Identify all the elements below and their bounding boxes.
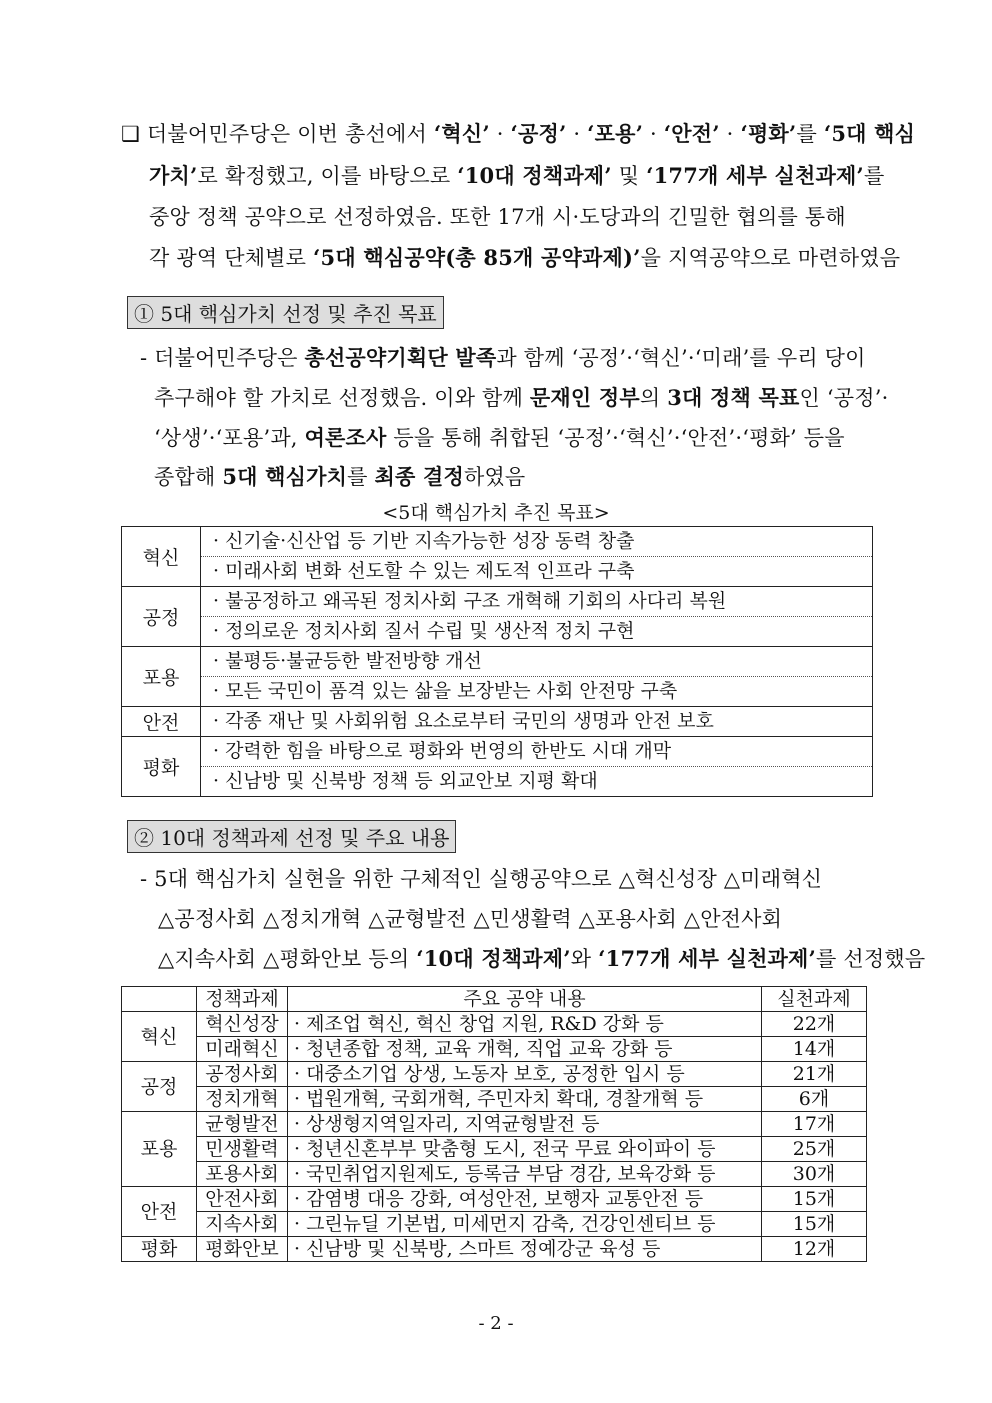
task-content: · 법원개혁, 국회개혁, 주민자치 확대, 경찰개혁 등: [288, 1087, 762, 1112]
task-name: 정치개혁: [197, 1087, 288, 1112]
policy-tasks-table: [121, 986, 867, 1262]
group-category: 혁신: [122, 1012, 197, 1062]
section2-para-line-1: - 5대 핵심가치 실현을 위한 구체적인 실행공약으로 △혁신성장 △미래혁신: [140, 867, 823, 891]
checkbox-bullet-icon: ❑: [121, 122, 141, 146]
section1-para-line-1: - 더불어민주당은 총선공약기획단 발족과 함께 ‘공정’·‘혁신’·‘미래’를 우리 당이: [140, 345, 866, 370]
value-item: · 신기술·신산업 등 기반 지속가능한 성장 동력 창출: [213, 530, 635, 552]
value-item: · 불평등·불균등한 발전방향 개선: [213, 650, 482, 672]
table-row: [122, 1112, 867, 1137]
intro-line-3: 중앙 정책 공약으로 선정하였음. 또한 17개 시·도당과의 긴밀한 협의를 통해: [149, 205, 846, 229]
table-row: [122, 1162, 867, 1187]
task-content: · 청년종합 정책, 교육 개혁, 직업 교육 강화 등: [288, 1037, 762, 1062]
table-row: [122, 587, 873, 647]
task-content: · 국민취업지원제도, 등록금 부담 경감, 보육강화 등: [288, 1162, 762, 1187]
table-row: [122, 707, 873, 737]
intro-line-4: 각 광역 단체별로 ‘5대 핵심공약(총 85개 공약과제)’을 지역공약으로 마련하였음: [149, 245, 901, 270]
task-content: · 제조업 혁신, 혁신 창업 지원, R&D 강화 등: [288, 1012, 762, 1037]
table-row: [122, 1087, 867, 1112]
task-count: 6개: [762, 1087, 867, 1112]
group-category: 포용: [122, 1112, 197, 1187]
task-name: 혁신성장: [197, 1012, 288, 1037]
group-category: 평화: [122, 1237, 197, 1262]
value-category: 포용: [122, 647, 201, 707]
task-content: · 상생형지역일자리, 지역균형발전 등: [288, 1112, 762, 1137]
value-item: · 정의로운 정치사회 질서 수립 및 생산적 정치 구현: [201, 616, 872, 646]
value-item: · 강력한 힘을 바탕으로 평화와 번영의 한반도 시대 개막: [213, 740, 672, 762]
core-values-table: [121, 526, 873, 797]
task-count: 30개: [762, 1162, 867, 1187]
header-content: 주요 공약 내용: [288, 987, 762, 1012]
task-name: 지속사회: [197, 1212, 288, 1237]
task-content: · 대중소기업 상생, 노동자 보호, 공정한 입시 등: [288, 1062, 762, 1087]
task-content: · 청년신혼부부 맞춤형 도시, 전국 무료 와이파이 등: [288, 1137, 762, 1162]
task-count: 12개: [762, 1237, 867, 1262]
table-header-row: [122, 987, 867, 1012]
value-item: · 미래사회 변화 선도할 수 있는 제도적 인프라 구축: [201, 556, 872, 586]
task-content: · 그린뉴딜 기본법, 미세먼지 감축, 건강인센티브 등: [288, 1212, 762, 1237]
task-count: 15개: [762, 1187, 867, 1212]
table-row: [122, 647, 873, 707]
value-category: 안전: [122, 707, 201, 737]
value-item: · 불공정하고 왜곡된 정치사회 구조 개혁해 기회의 사다리 복원: [213, 590, 727, 612]
table-row: [122, 1137, 867, 1162]
section-2-title: ② 10대 정책과제 선정 및 주요 내용: [127, 820, 456, 853]
section-1-title: ① 5대 핵심가치 선정 및 추진 목표: [127, 296, 444, 329]
table-row: [122, 1062, 867, 1087]
table-row: [122, 737, 873, 797]
group-category: 안전: [122, 1187, 197, 1237]
value-category: 평화: [122, 737, 201, 797]
header-task: 정책과제: [197, 987, 288, 1012]
section1-para-line-2: 추구해야 할 가치로 선정했음. 이와 함께 문재인 정부의 3대 정책 목표인 ‘공정’·: [154, 385, 889, 410]
section2-para-line-3: △지속사회 △평화안보 등의 ‘10대 정책과제’와 ‘177개 세부 실천과제’를 선정했음: [158, 946, 926, 971]
intro-line-2: 가치’로 확정했고, 이를 바탕으로 ‘10대 정책과제’ 및 ‘177개 세부 실천과제’를: [149, 163, 885, 188]
value-item: · 모든 국민이 품격 있는 삶을 보장받는 사회 안전망 구축: [201, 676, 872, 706]
task-count: 15개: [762, 1212, 867, 1237]
table1-caption: <5대 핵심가치 추진 목표>: [382, 502, 610, 524]
section1-para-line-3: ‘상생’·‘포용’과, 여론조사 등을 통해 취합된 ‘공정’·‘혁신’·‘안전’·‘평화’ 등을: [154, 425, 845, 450]
task-count: 25개: [762, 1137, 867, 1162]
task-content: · 감염병 대응 강화, 여성안전, 보행자 교통안전 등: [288, 1187, 762, 1212]
task-name: 공정사회: [197, 1062, 288, 1087]
task-name: 안전사회: [197, 1187, 288, 1212]
header-count: 실천과제: [762, 987, 867, 1012]
group-category: 공정: [122, 1062, 197, 1112]
page-number: - 2 -: [478, 1313, 514, 1334]
intro-line-1: ❑ 더불어민주당은 이번 총선에서 ‘혁신’ · ‘공정’ · ‘포용’ · ‘안전’ · ‘평화’를 ‘5대 핵심: [121, 121, 916, 146]
table-row: [122, 1212, 867, 1237]
task-name: 민생활력: [197, 1137, 288, 1162]
value-item: · 신남방 및 신북방 정책 등 외교안보 지평 확대: [201, 766, 872, 796]
task-name: 균형발전: [197, 1112, 288, 1137]
task-count: 21개: [762, 1062, 867, 1087]
value-item: · 각종 재난 및 사회위험 요소로부터 국민의 생명과 안전 보호: [213, 710, 714, 732]
table-row: [122, 1187, 867, 1212]
section1-para-line-4: 종합해 5대 핵심가치를 최종 결정하였음: [154, 464, 526, 489]
table-row: [122, 1012, 867, 1037]
value-category: 혁신: [122, 527, 201, 587]
table-row: [122, 527, 873, 587]
task-count: 14개: [762, 1037, 867, 1062]
task-content: · 신남방 및 신북방, 스마트 정예강군 육성 등: [288, 1237, 762, 1262]
task-name: 포용사회: [197, 1162, 288, 1187]
table-row: [122, 1037, 867, 1062]
value-category: 공정: [122, 587, 201, 647]
task-name: 평화안보: [197, 1237, 288, 1262]
section2-para-line-2: △공정사회 △정치개혁 △균형발전 △민생활력 △포용사회 △안전사회: [158, 907, 783, 931]
table-row: [122, 1237, 867, 1262]
task-count: 22개: [762, 1012, 867, 1037]
task-name: 미래혁신: [197, 1037, 288, 1062]
task-count: 17개: [762, 1112, 867, 1137]
